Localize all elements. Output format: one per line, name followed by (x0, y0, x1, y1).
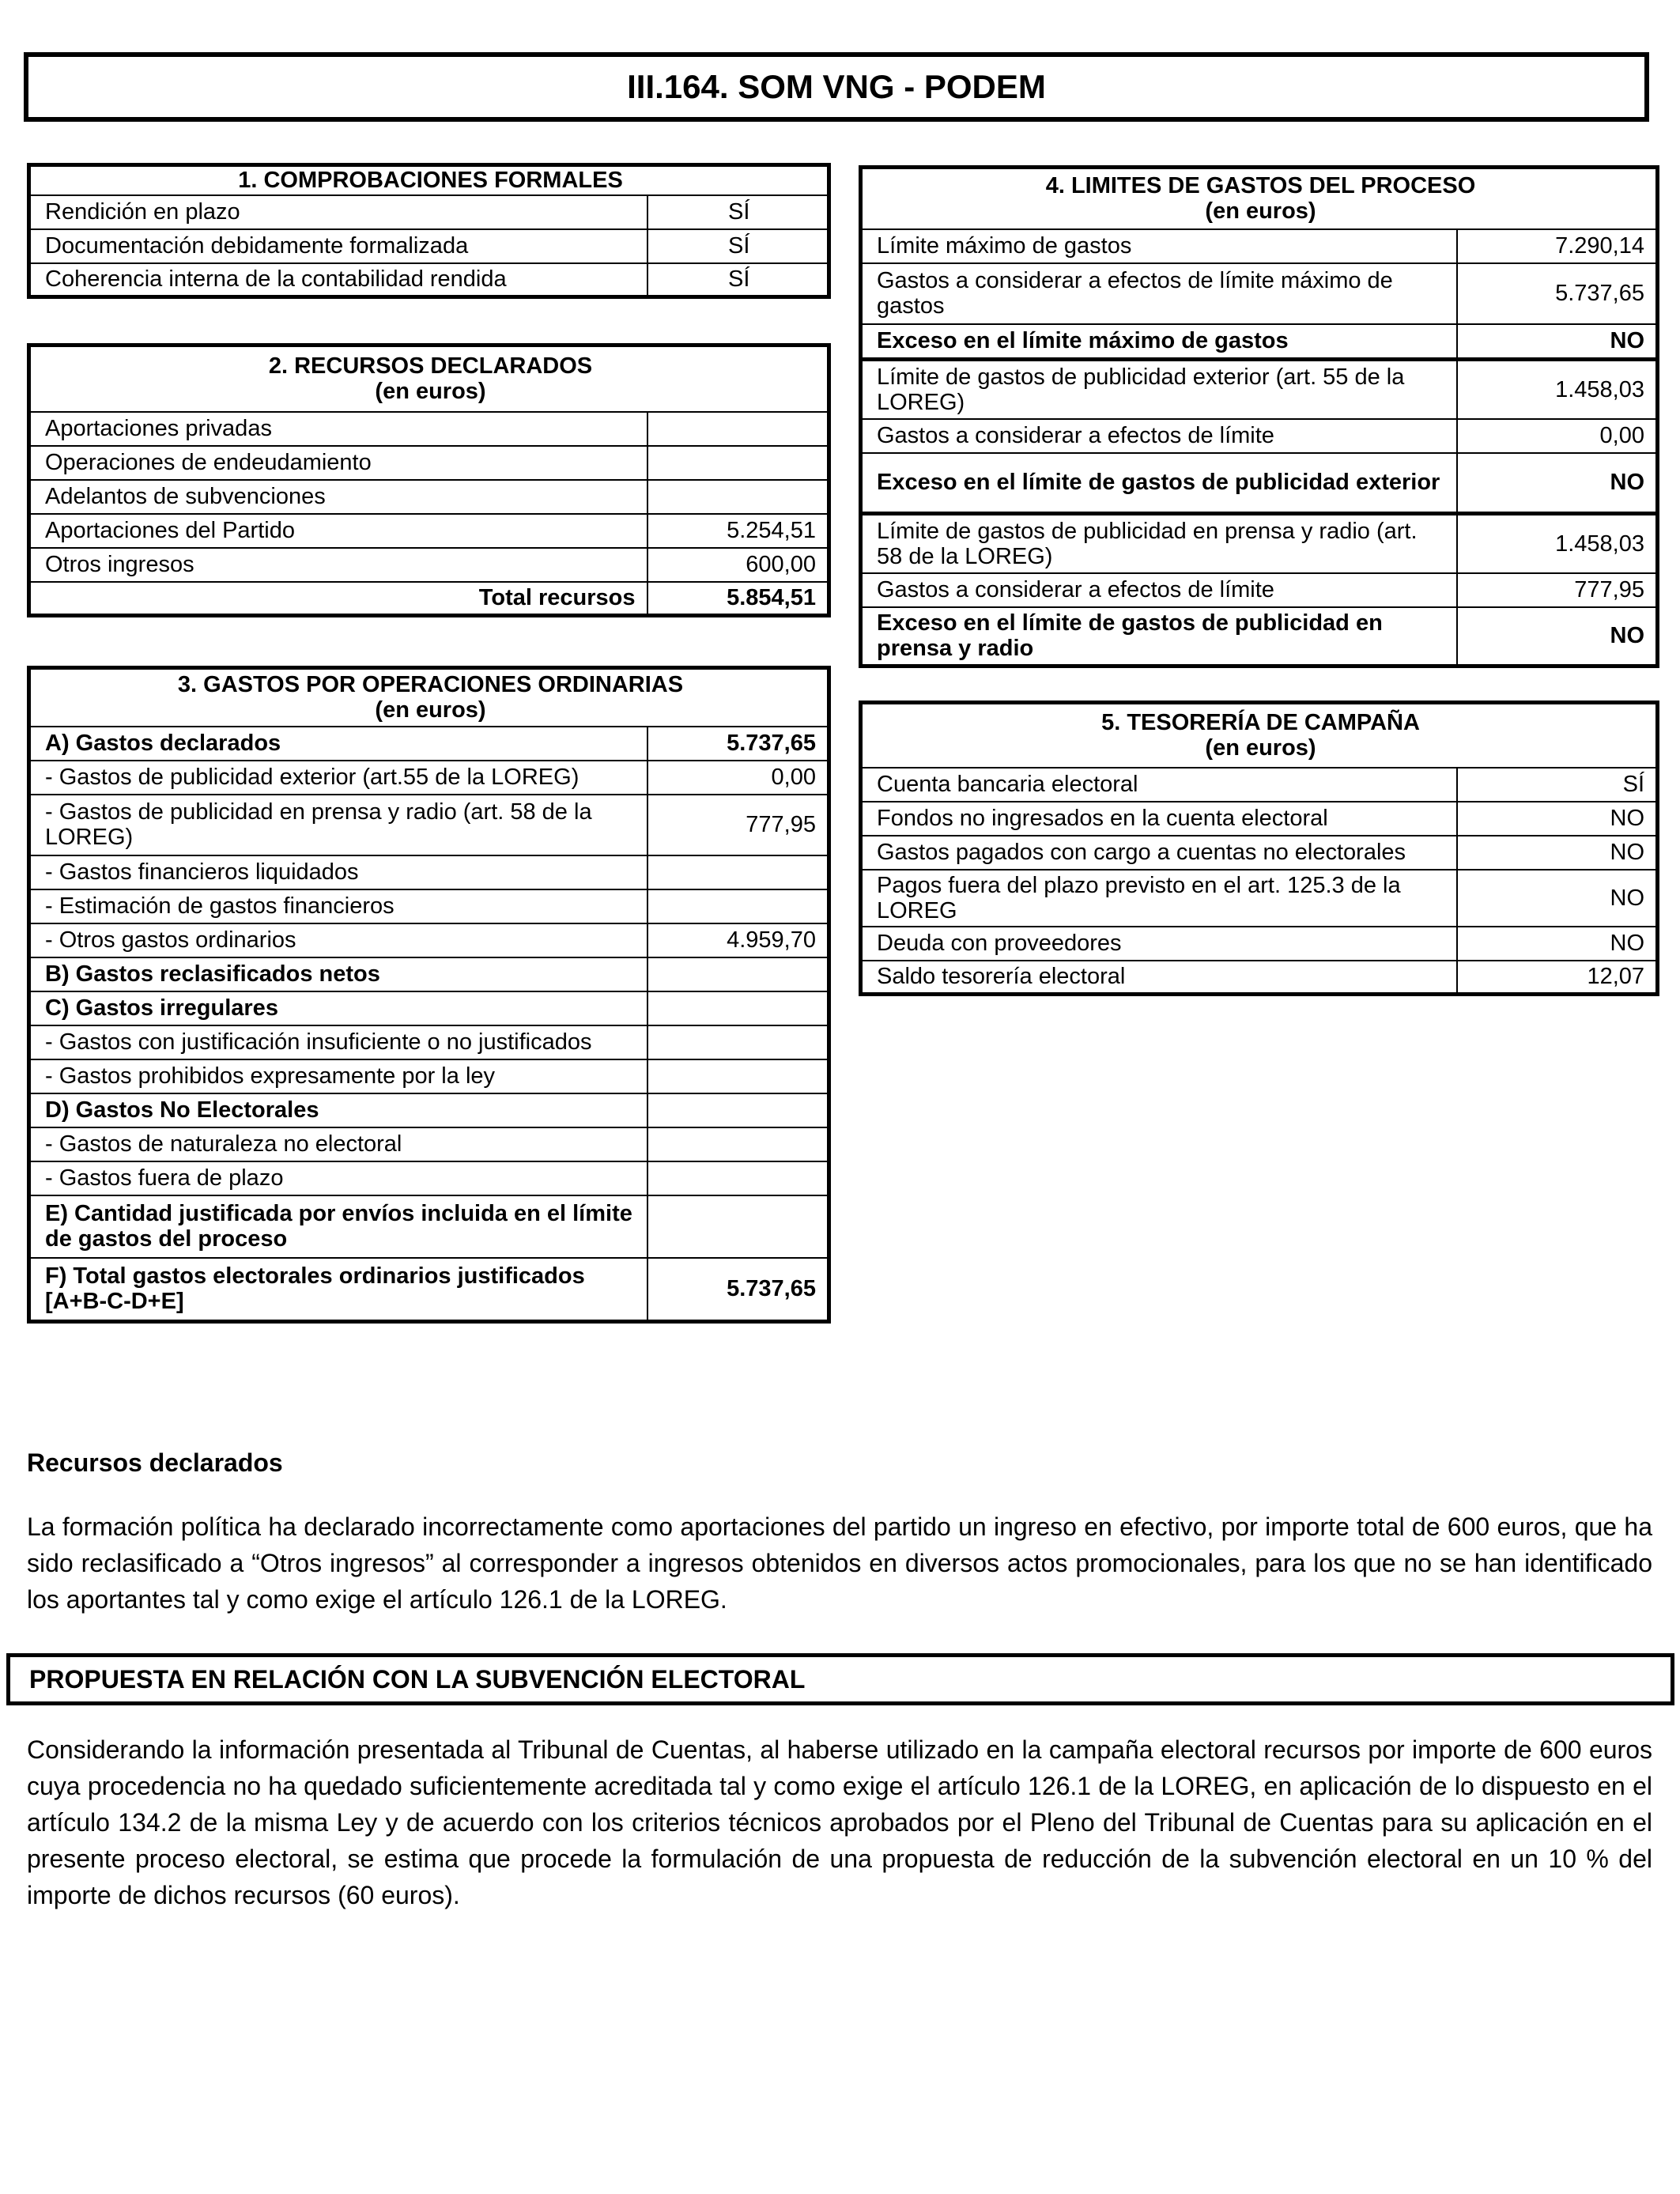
row-label: - Gastos de publicidad exterior (art.55 de la LOREG) (29, 761, 647, 795)
table-row (861, 607, 1658, 667)
row-label: Fondos no ingresados en la cuenta electoral (861, 802, 1457, 836)
table-row (861, 360, 1658, 419)
row-label: Gastos a considerar a efectos de límite (861, 419, 1457, 453)
row-label: - Estimación de gastos financieros (29, 889, 647, 923)
table-row (29, 1195, 829, 1258)
table-row (29, 795, 829, 855)
table-row (861, 514, 1658, 573)
table-row (29, 855, 829, 889)
row-value: NO (1457, 836, 1658, 870)
row-label: A) Gastos declarados (29, 727, 647, 761)
table-row (29, 412, 829, 446)
row-value: NO (1457, 324, 1658, 360)
row-label: - Otros gastos ordinarios (29, 923, 647, 957)
recursos-declarados-table (27, 343, 831, 617)
section-title: 2. RECURSOS DECLARADOS (en euros) (29, 346, 829, 412)
row-value: 600,00 (647, 548, 829, 582)
comprobaciones-formales-table (27, 163, 831, 299)
total-value: 5.854,51 (647, 582, 829, 616)
row-label: Pagos fuera del plazo previsto en el art. 125.3 de la LOREG (861, 870, 1457, 927)
row-label: Documentación debidamente formalizada (29, 229, 647, 263)
section-title: 4. LIMITES DE GASTOS DEL PROCESO (en euros) (861, 168, 1658, 229)
total-row (29, 582, 829, 616)
table-row (29, 1025, 829, 1059)
table-row (861, 768, 1658, 802)
row-value (647, 957, 829, 991)
row-value (647, 1195, 829, 1258)
table-row (861, 229, 1658, 263)
row-value (647, 889, 829, 923)
propuesta-heading: PROPUESTA EN RELACIÓN CON LA SUBVENCIÓN ELECTORAL (6, 1653, 1674, 1705)
row-label: - Gastos de naturaleza no electoral (29, 1127, 647, 1161)
row-value (647, 1025, 829, 1059)
row-value (647, 1059, 829, 1093)
table-row (861, 573, 1658, 607)
table-row (861, 836, 1658, 870)
row-value: NO (1457, 453, 1658, 514)
table-row (861, 453, 1658, 514)
table-row (861, 324, 1658, 360)
table-row (29, 1127, 829, 1161)
row-label: B) Gastos reclasificados netos (29, 957, 647, 991)
section-title: 5. TESORERÍA DE CAMPAÑA (en euros) (861, 703, 1658, 768)
row-value (647, 446, 829, 480)
gastos-ordinarios-table (27, 666, 831, 1324)
row-value (647, 855, 829, 889)
table-row (29, 923, 829, 957)
table-row (29, 1258, 829, 1322)
row-label: Gastos a considerar a efectos de límite máximo de gastos (861, 263, 1457, 324)
row-label: Cuenta bancaria electoral (861, 768, 1457, 802)
propuesta-paragraph: Considerando la información presentada al Tribunal de Cuentas, al haberse utilizado en la campaña electoral recursos por importe de 600 euros cuya procedencia no ha quedado suficientemente acreditada tal y como exige el artículo 126.1 de la LOREG, en aplicación de lo dispuesto en el artículo 134.2 de la misma Ley y de acuerdo con los criterios técnicos aprobados por el Pleno del Tribunal de Cuentas para su aplicación en el presente proceso electoral, se estima que procede la formulación de una propuesta de reducción de la subvención electoral en un 10 % del importe de dichos recursos (60 euros). (27, 1735, 1652, 1909)
total-label: Total recursos (29, 582, 647, 616)
table-row (861, 870, 1658, 927)
row-label: F) Total gastos electorales ordinarios justificados [A+B-C-D+E] (29, 1258, 647, 1322)
row-label: Gastos pagados con cargo a cuentas no electorales (861, 836, 1457, 870)
table-row (29, 727, 829, 761)
row-value: 0,00 (1457, 419, 1658, 453)
row-label: E) Cantidad justificada por envíos incluida en el límite de gastos del proceso (29, 1195, 647, 1258)
row-label: Exceso en el límite de gastos de publicidad en prensa y radio (861, 607, 1457, 667)
row-label: Operaciones de endeudamiento (29, 446, 647, 480)
row-value: 1.458,03 (1457, 360, 1658, 419)
table-row (29, 761, 829, 795)
table-row (861, 961, 1658, 995)
row-value: SÍ (647, 229, 829, 263)
row-label: Límite máximo de gastos (861, 229, 1457, 263)
row-value: 7.290,14 (1457, 229, 1658, 263)
row-value: SÍ (647, 263, 829, 297)
row-value: 5.737,65 (647, 1258, 829, 1322)
table-row (861, 927, 1658, 961)
table-row (29, 480, 829, 514)
table-row (29, 991, 829, 1025)
row-value (647, 412, 829, 446)
table-row (29, 195, 829, 229)
table-row (861, 419, 1658, 453)
row-label: Deuda con proveedores (861, 927, 1457, 961)
table-row (29, 1093, 829, 1127)
row-value: 12,07 (1457, 961, 1658, 995)
row-label: Aportaciones privadas (29, 412, 647, 446)
limites-gastos-table (859, 165, 1659, 668)
row-label: - Gastos prohibidos expresamente por la ley (29, 1059, 647, 1093)
row-label: Coherencia interna de la contabilidad rendida (29, 263, 647, 297)
row-value: 5.737,65 (647, 727, 829, 761)
row-value: 5.737,65 (1457, 263, 1658, 324)
row-label: C) Gastos irregulares (29, 991, 647, 1025)
row-value: 777,95 (647, 795, 829, 855)
tesoreria-campana-table (859, 700, 1659, 996)
row-value: SÍ (647, 195, 829, 229)
row-label: Exceso en el límite de gastos de publicidad exterior (861, 453, 1457, 514)
table-row (29, 957, 829, 991)
row-label: D) Gastos No Electorales (29, 1093, 647, 1127)
table-row (29, 446, 829, 480)
table-row (29, 514, 829, 548)
recursos-paragraph: La formación política ha declarado incorrectamente como aportaciones del partido un ingreso en efectivo, por importe total de 600 euros, que ha sido reclasificado a “Otros ingresos” al corresponder a ingresos obtenidos en diversos actos promocionales, para los que no se han identificado los aportantes tal y como exige el artículo 126.1 de la LOREG. (27, 1512, 1652, 1614)
row-value: 5.254,51 (647, 514, 829, 548)
row-value (647, 991, 829, 1025)
row-value (647, 1127, 829, 1161)
row-label: Saldo tesorería electoral (861, 961, 1457, 995)
table-row (29, 229, 829, 263)
row-label: Otros ingresos (29, 548, 647, 582)
table-row (29, 1161, 829, 1195)
row-label: Adelantos de subvenciones (29, 480, 647, 514)
row-value: NO (1457, 927, 1658, 961)
table-row (861, 263, 1658, 324)
row-label: Gastos a considerar a efectos de límite (861, 573, 1457, 607)
row-value (647, 1161, 829, 1195)
row-label: Aportaciones del Partido (29, 514, 647, 548)
row-label: Límite de gastos de publicidad en prensa y radio (art. 58 de la LOREG) (861, 514, 1457, 573)
row-label: Exceso en el límite máximo de gastos (861, 324, 1457, 360)
page-title: III.164. SOM VNG - PODEM (24, 52, 1649, 122)
row-value: 777,95 (1457, 573, 1658, 607)
row-value: 0,00 (647, 761, 829, 795)
row-label: - Gastos con justificación insuficiente o no justificados (29, 1025, 647, 1059)
row-value (647, 480, 829, 514)
row-value: NO (1457, 607, 1658, 667)
row-value: 1.458,03 (1457, 514, 1658, 573)
row-value (647, 1093, 829, 1127)
recursos-heading: Recursos declarados (27, 1448, 283, 1477)
row-value: SÍ (1457, 768, 1658, 802)
table-row (29, 548, 829, 582)
row-value: NO (1457, 870, 1658, 927)
row-label: Límite de gastos de publicidad exterior (art. 55 de la LOREG) (861, 360, 1457, 419)
row-label: - Gastos financieros liquidados (29, 855, 647, 889)
table-row (861, 802, 1658, 836)
table-row (29, 1059, 829, 1093)
row-label: - Gastos de publicidad en prensa y radio (art. 58 de la LOREG) (29, 795, 647, 855)
row-value: NO (1457, 802, 1658, 836)
row-label: - Gastos fuera de plazo (29, 1161, 647, 1195)
table-row (29, 889, 829, 923)
row-value: 4.959,70 (647, 923, 829, 957)
table-row (29, 263, 829, 297)
section-title: 3. GASTOS POR OPERACIONES ORDINARIAS (en euros) (29, 668, 829, 727)
section-title: 1. COMPROBACIONES FORMALES (29, 165, 829, 195)
row-label: Rendición en plazo (29, 195, 647, 229)
